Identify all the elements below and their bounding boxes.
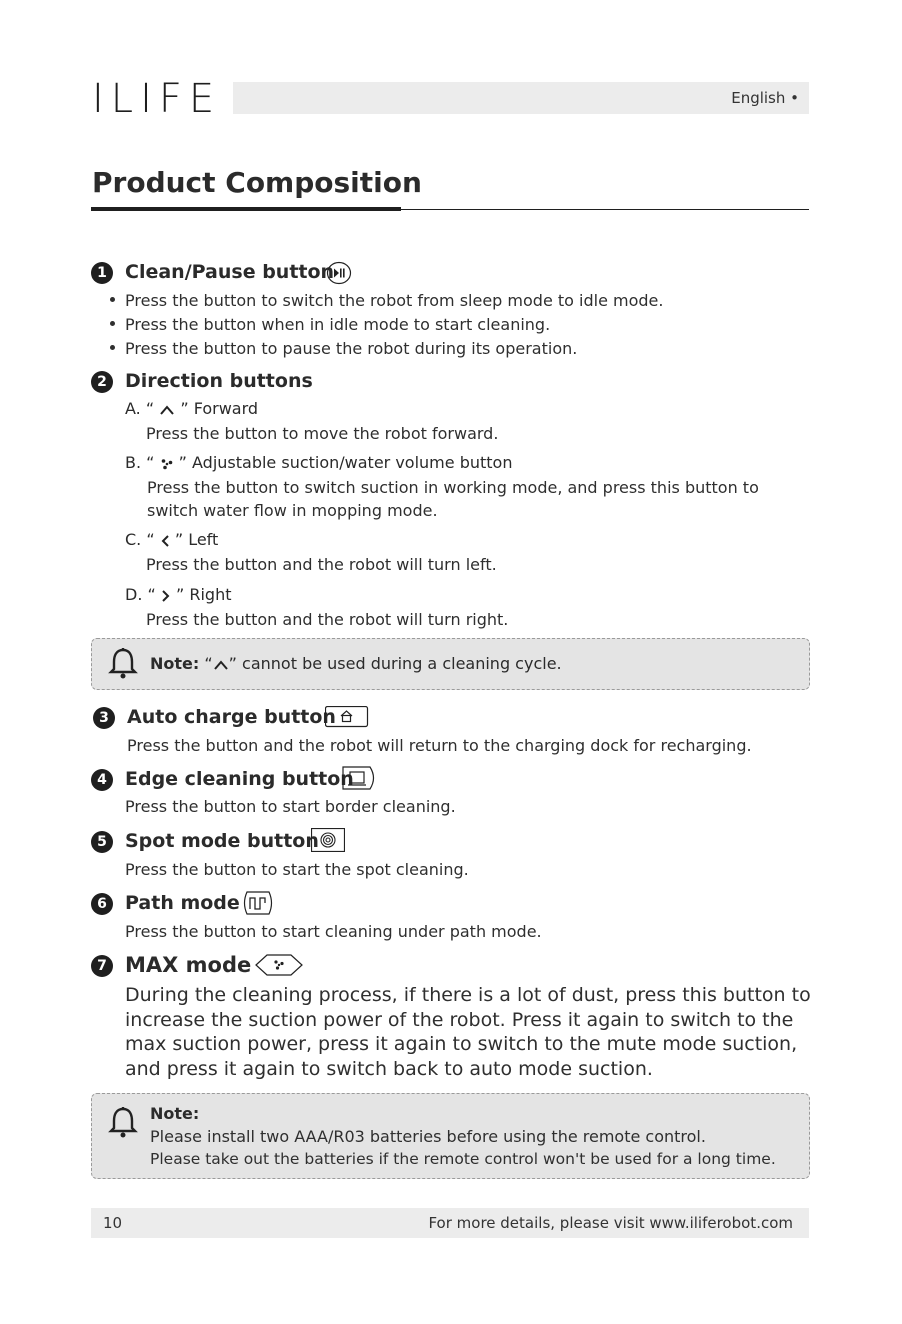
note-battery-line-1: Please install two AAA/R03 batteries before using the remote control. xyxy=(150,1127,706,1146)
direction-a-desc: Press the button to move the robot forward. xyxy=(146,424,499,443)
bullet-sleep-to-idle: Press the button to switch the robot from sleep mode to idle mode. xyxy=(110,291,663,310)
bullet-pause: Press the button to pause the robot during its operation. xyxy=(110,339,577,358)
fan-icon xyxy=(160,458,174,470)
title-rule xyxy=(401,209,809,210)
footer-website: For more details, please visit www.iliferobot.com xyxy=(428,1214,793,1232)
direction-a-text: ” Forward xyxy=(180,399,259,418)
section-number-4: 4 xyxy=(91,769,113,791)
direction-b-text: ” Adjustable suction/water volume button xyxy=(178,453,513,472)
path-desc: Press the button to start cleaning under path mode. xyxy=(125,922,542,941)
bell-icon xyxy=(108,1106,138,1140)
note-label: Note: xyxy=(150,654,200,673)
path-icon xyxy=(241,891,275,915)
max-desc-line-3: max suction power, press it again to switch to the mute mode suction, xyxy=(125,1033,798,1055)
section-title-path: Path mode xyxy=(125,892,240,914)
title-underline xyxy=(91,207,401,211)
brand-logo: ILIFE xyxy=(92,76,222,122)
spiral-icon xyxy=(311,828,345,852)
max-desc-line-4: and press it again to switch back to auto mode suction. xyxy=(125,1058,653,1080)
page-title: Product Composition xyxy=(92,166,422,199)
max-desc-line-2: increase the suction power of the robot. Press it again to switch to the xyxy=(125,1009,794,1031)
quote-open: A. “ xyxy=(125,399,155,418)
quote-open: B. “ xyxy=(125,453,155,472)
section-number-3: 3 xyxy=(93,707,115,729)
chevron-up-icon xyxy=(159,404,175,416)
chevron-right-icon xyxy=(161,589,171,603)
language-bar xyxy=(233,82,809,114)
direction-a-label xyxy=(125,399,258,418)
max-fan-icon xyxy=(255,954,303,976)
direction-b-desc-1: Press the button to switch suction in working mode, and press this button to xyxy=(147,478,759,497)
direction-c-desc: Press the button and the robot will turn left. xyxy=(146,555,497,574)
direction-c-text: ” Left xyxy=(174,530,219,549)
note-body: ” cannot be used during a cleaning cycle. xyxy=(228,654,562,673)
direction-b-label xyxy=(125,453,512,472)
max-desc-line-1: During the cleaning process, if there is a lot of dust, press this button to xyxy=(125,984,811,1006)
edge-desc: Press the button to start border cleaning. xyxy=(125,797,456,816)
direction-c-label xyxy=(125,530,218,549)
note-box-direction xyxy=(91,638,810,690)
quote-open: C. “ xyxy=(125,530,155,549)
direction-b-desc-2: switch water flow in mopping mode. xyxy=(147,501,438,520)
direction-d-desc: Press the button and the robot will turn right. xyxy=(146,610,509,629)
quote-open: “ xyxy=(204,654,213,673)
chevron-left-icon xyxy=(160,534,170,548)
section-title-direction: Direction buttons xyxy=(125,370,313,392)
note-box-batteries xyxy=(91,1093,810,1179)
home-icon xyxy=(325,706,369,728)
direction-d-text: ” Right xyxy=(175,585,232,604)
section-title-auto-charge: Auto charge button xyxy=(127,706,336,728)
section-number-1: 1 xyxy=(91,262,113,284)
page-number: 10 xyxy=(103,1214,123,1232)
direction-d-label xyxy=(125,585,231,604)
note-battery-line-2: Please take out the batteries if the remote control won't be used for a long time. xyxy=(150,1150,776,1168)
section-number-7: 7 xyxy=(91,955,113,977)
play-pause-icon xyxy=(326,261,352,285)
language-label: English • xyxy=(731,89,799,107)
bullet-start-cleaning: Press the button when in idle mode to start cleaning. xyxy=(110,315,550,334)
bell-icon xyxy=(108,647,138,681)
section-number-5: 5 xyxy=(91,831,113,853)
section-number-2: 2 xyxy=(91,371,113,393)
auto-charge-desc: Press the button and the robot will return to the charging dock for recharging. xyxy=(127,736,752,755)
note-text-direction xyxy=(150,654,562,673)
section-title-max: MAX mode xyxy=(125,953,252,977)
chevron-up-icon xyxy=(213,659,229,671)
footer-bar xyxy=(91,1208,809,1238)
note-label: Note: xyxy=(150,1104,200,1123)
section-title-edge: Edge cleaning button xyxy=(125,768,354,790)
section-title-spot: Spot mode button xyxy=(125,830,319,852)
quote-open: D. “ xyxy=(125,585,156,604)
spot-desc: Press the button to start the spot cleaning. xyxy=(125,860,469,879)
edge-icon xyxy=(342,766,378,790)
section-title-clean-pause: Clean/Pause button xyxy=(125,261,335,283)
section-number-6: 6 xyxy=(91,893,113,915)
